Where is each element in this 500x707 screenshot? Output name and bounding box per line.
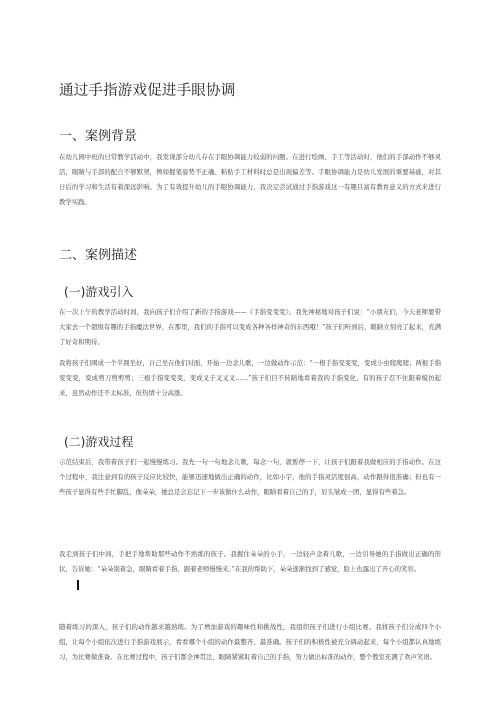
paragraph-process-2: 我走到孩子们中间，手把手地帮助那些动作不熟练的孩子。我握住朵朵的小手，一边轻声念着儿歌，一边引导她的手指做出正确的形状，告诉她：“朵朵别着急，眼睛看着手指，跟着老师慢慢来。”在我的帮助下，朵朵逐渐找到了感觉，脸上也露出了开心的笑容。 xyxy=(59,550,441,573)
subsection-heading-intro: (一)游戏引入 xyxy=(64,285,134,299)
section-heading-background: 一、案例背景 xyxy=(59,129,138,144)
text-cursor xyxy=(77,580,79,590)
paragraph-intro-1: 在一次上午的教学活动时间，我向孩子们介绍了新的手指游戏——《手指变变变》。我先神秘地对孩子们说：“小朋友们，今天老师要带大家去一个超级有趣的手指魔法世界，在那里，我们的手指可以变成各种各样神奇的东西哦！”孩子们听到后，眼睛立刻亮了起来，充满了好奇和期待。 xyxy=(59,308,441,346)
paragraph-background: 在幼儿园中班的日常教学活动中，我发现部分幼儿存在手眼协调能力较弱的问题。在进行绘画、手工等活动时，他们的手部动作不够灵活，眼睛与手部的配合不够默契，例如握笔姿势不正确、粘贴手工材料时总是出现偏差等。手眼协调能力是幼儿发展的重要基础，对其日后的学习和生活有着深远影响。为了有效提升幼儿的手眼协调能力，我决定尝试通过手指游戏这一有趣且富有教育意义的方式来进行教学实践。 xyxy=(59,153,441,206)
paragraph-process-1: 示范结束后，我带着孩子们一起慢慢练习。我先一句一句地念儿歌，每念一句，就暂停一下，让孩子们跟着我做相应的手指动作。在这个过程中，我注意到有的孩子反应比较快，能够迅速地做出正确的动作，比如小宇，他的手指灵活度很高，动作跟得很准确；但也有一些孩子显得有些手忙脚乱，像朵朵，她总是会忘记下一步该做什么动作，眼睛看着自己的手，眉头皱成一团，显得有些着急。 xyxy=(59,458,441,496)
subsection-heading-process: (二)游戏过程 xyxy=(64,435,134,449)
paragraph-intro-2: 我将孩子们围成一个半圆坐好，自己坐在他们对面，开始一边念儿歌，一边做动作示范：“一根手指变变变，变成小虫爬爬爬；两根手指变变变，变成剪刀剪剪剪；三根手指变变变，变成叉子叉叉叉……”孩子们目不转睛地看着我的手指变化，有的孩子忍不住跟着模仿起来，虽然动作还不太标准，但热情十分高涨。 xyxy=(59,359,441,397)
paragraph-process-3: 随着练习的深入，孩子们的动作越来越熟练。为了增加游戏的趣味性和挑战性，我组织孩子们进行小组比赛。我将孩子们分成四个小组，让每个小组依次进行手指游戏展示，看看哪个小组的动作最整齐、最准确。孩子们的积极性被充分调动起来，每个小组都认真地练习，为比赛做准备。在比赛过程中，孩子们都全神贯注，眼睛紧紧盯着自己的手指，努力做出标准的动作，整个教室充满了欢声笑语。 xyxy=(59,623,441,661)
document-title: 通过手指游戏促进手眼协调 xyxy=(59,83,236,99)
section-heading-description: 二、案例描述 xyxy=(59,248,138,263)
